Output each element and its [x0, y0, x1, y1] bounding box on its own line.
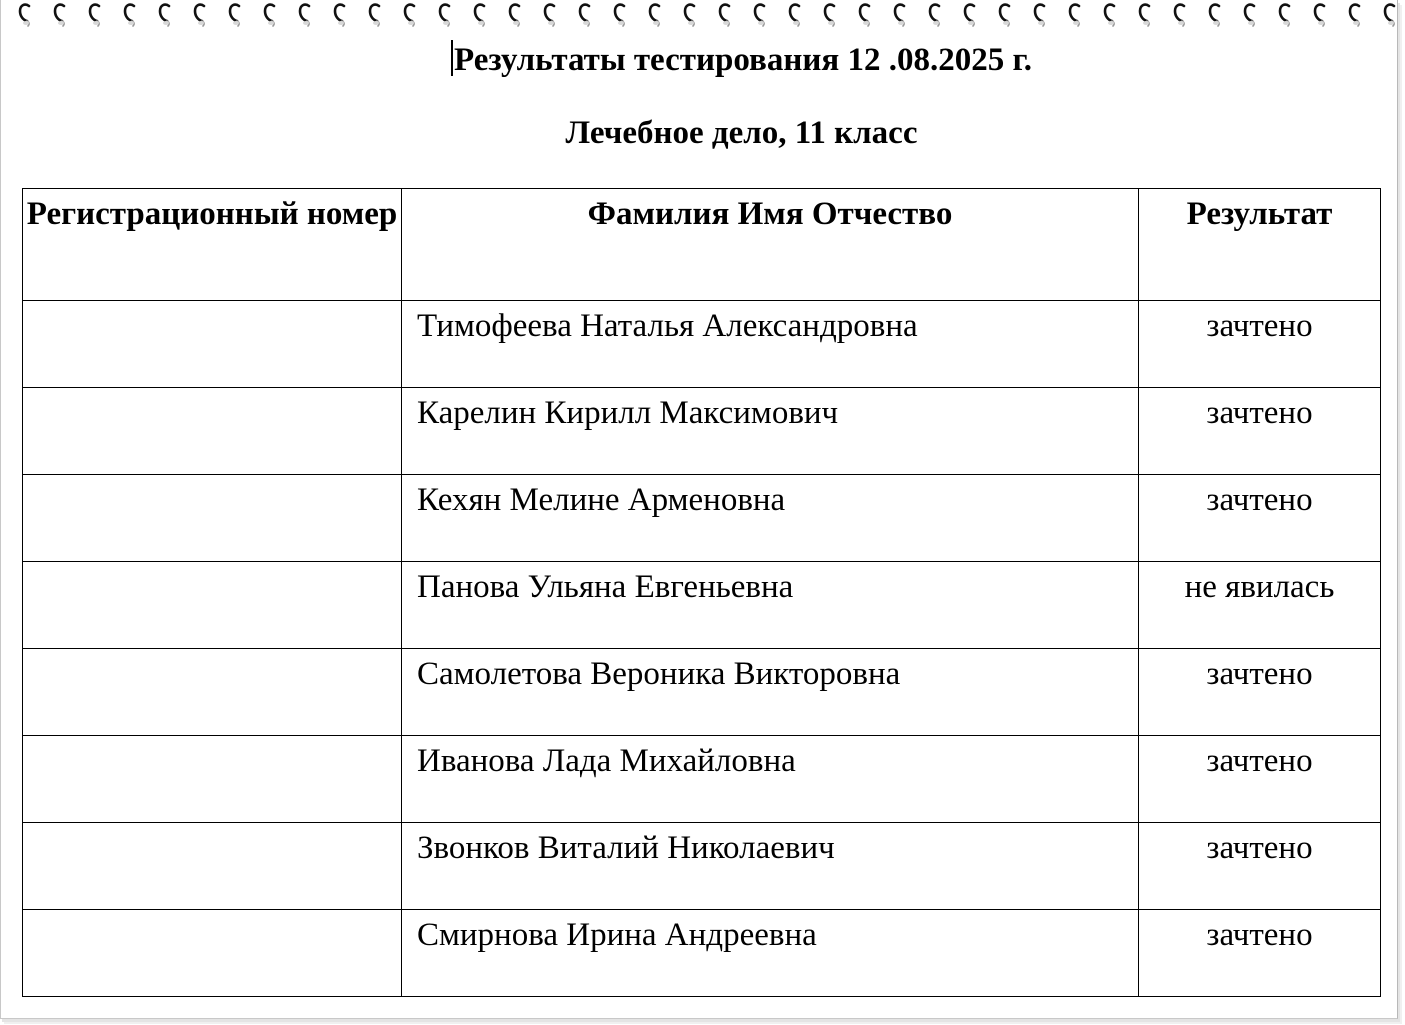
full-name-cell[interactable]: Карелин Кирилл Максимович: [402, 388, 1139, 475]
spiral-coil-icon: [753, 2, 767, 28]
result-cell[interactable]: зачтено: [1139, 736, 1381, 823]
spiral-coil-icon: [88, 2, 102, 28]
spiral-coil-icon: [648, 2, 662, 28]
spiral-coil-icon: [1278, 2, 1292, 28]
header-result: Результат: [1139, 189, 1381, 301]
table-row: [23, 301, 1381, 388]
header-full-name: Фамилия Имя Отчество: [402, 189, 1139, 301]
reg-number-cell[interactable]: [23, 910, 402, 997]
spiral-coil-icon: [158, 2, 172, 28]
table-row: [23, 475, 1381, 562]
full-name-cell[interactable]: Смирнова Ирина Андреевна: [402, 910, 1139, 997]
spiral-coil-icon: [508, 2, 522, 28]
spiral-coil-icon: [1103, 2, 1117, 28]
table-row: [23, 823, 1381, 910]
full-name-cell[interactable]: Самолетова Вероника Викторовна: [402, 649, 1139, 736]
spiral-coil-icon: [333, 2, 347, 28]
spiral-coil-icon: [613, 2, 627, 28]
spiral-coil-icon: [53, 2, 67, 28]
document-subtitle: Лечебное дело, 11 класс: [565, 115, 918, 151]
spiral-coil-icon: [403, 2, 417, 28]
full-name-cell[interactable]: Тимофеева Наталья Александровна: [402, 301, 1139, 388]
result-cell[interactable]: зачтено: [1139, 388, 1381, 475]
result-cell[interactable]: зачтено: [1139, 649, 1381, 736]
full-name-cell[interactable]: Кехян Мелине Арменовна: [402, 475, 1139, 562]
reg-number-cell[interactable]: [23, 736, 402, 823]
table-row: [23, 736, 1381, 823]
spiral-coil-icon: [1033, 2, 1047, 28]
table-header-row: [23, 189, 1381, 301]
result-cell[interactable]: зачтено: [1139, 910, 1381, 997]
table-row: [23, 649, 1381, 736]
full-name-cell[interactable]: Панова Ульяна Евгеньевна: [402, 562, 1139, 649]
spiral-coil-icon: [123, 2, 137, 28]
spiral-coil-icon: [1348, 2, 1362, 28]
spiral-coil-icon: [1208, 2, 1222, 28]
header-reg-number: Регистрационный номер: [23, 189, 402, 301]
document-title[interactable]: [0, 40, 1405, 79]
spiral-coil-icon: [1313, 2, 1327, 28]
result-cell[interactable]: зачтено: [1139, 475, 1381, 562]
full-name-cell[interactable]: Иванова Лада Михайловна: [402, 736, 1139, 823]
result-cell[interactable]: не явилась: [1139, 562, 1381, 649]
spiral-binding-icon: [0, 0, 1405, 30]
spiral-coil-icon: [1383, 2, 1397, 28]
spiral-coil-icon: [543, 2, 557, 28]
spiral-coil-icon: [963, 2, 977, 28]
spiral-coil-icon: [263, 2, 277, 28]
spiral-coil-icon: [1173, 2, 1187, 28]
full-name-cell[interactable]: Звонков Виталий Николаевич: [402, 823, 1139, 910]
reg-number-cell[interactable]: [23, 823, 402, 910]
spiral-coil-icon: [998, 2, 1012, 28]
table-row: [23, 910, 1381, 997]
spiral-coil-icon: [1138, 2, 1152, 28]
spiral-coil-icon: [893, 2, 907, 28]
results-table: [22, 188, 1381, 997]
spiral-coil-icon: [788, 2, 802, 28]
spiral-coil-icon: [928, 2, 942, 28]
table-row: [23, 562, 1381, 649]
spiral-coil-icon: [228, 2, 242, 28]
spiral-coil-icon: [298, 2, 312, 28]
spiral-coil-icon: [368, 2, 382, 28]
reg-number-cell[interactable]: [23, 301, 402, 388]
result-cell[interactable]: зачтено: [1139, 823, 1381, 910]
spiral-coil-icon: [858, 2, 872, 28]
spiral-coil-icon: [718, 2, 732, 28]
reg-number-cell[interactable]: [23, 562, 402, 649]
reg-number-cell[interactable]: [23, 649, 402, 736]
text-cursor: [451, 40, 453, 76]
spiral-coil-icon: [18, 2, 32, 28]
spiral-coil-icon: [823, 2, 837, 28]
result-cell[interactable]: зачтено: [1139, 301, 1381, 388]
spiral-coil-icon: [1243, 2, 1257, 28]
reg-number-cell[interactable]: [23, 475, 402, 562]
spiral-coil-icon: [578, 2, 592, 28]
spiral-coil-icon: [438, 2, 452, 28]
table-row: [23, 388, 1381, 475]
spiral-coil-icon: [193, 2, 207, 28]
reg-number-cell[interactable]: [23, 388, 402, 475]
spiral-coil-icon: [473, 2, 487, 28]
spiral-coil-icon: [1068, 2, 1082, 28]
spiral-coil-icon: [683, 2, 697, 28]
document-title-text: Результаты тестирования 12 .08.2025 г.: [454, 42, 1032, 78]
